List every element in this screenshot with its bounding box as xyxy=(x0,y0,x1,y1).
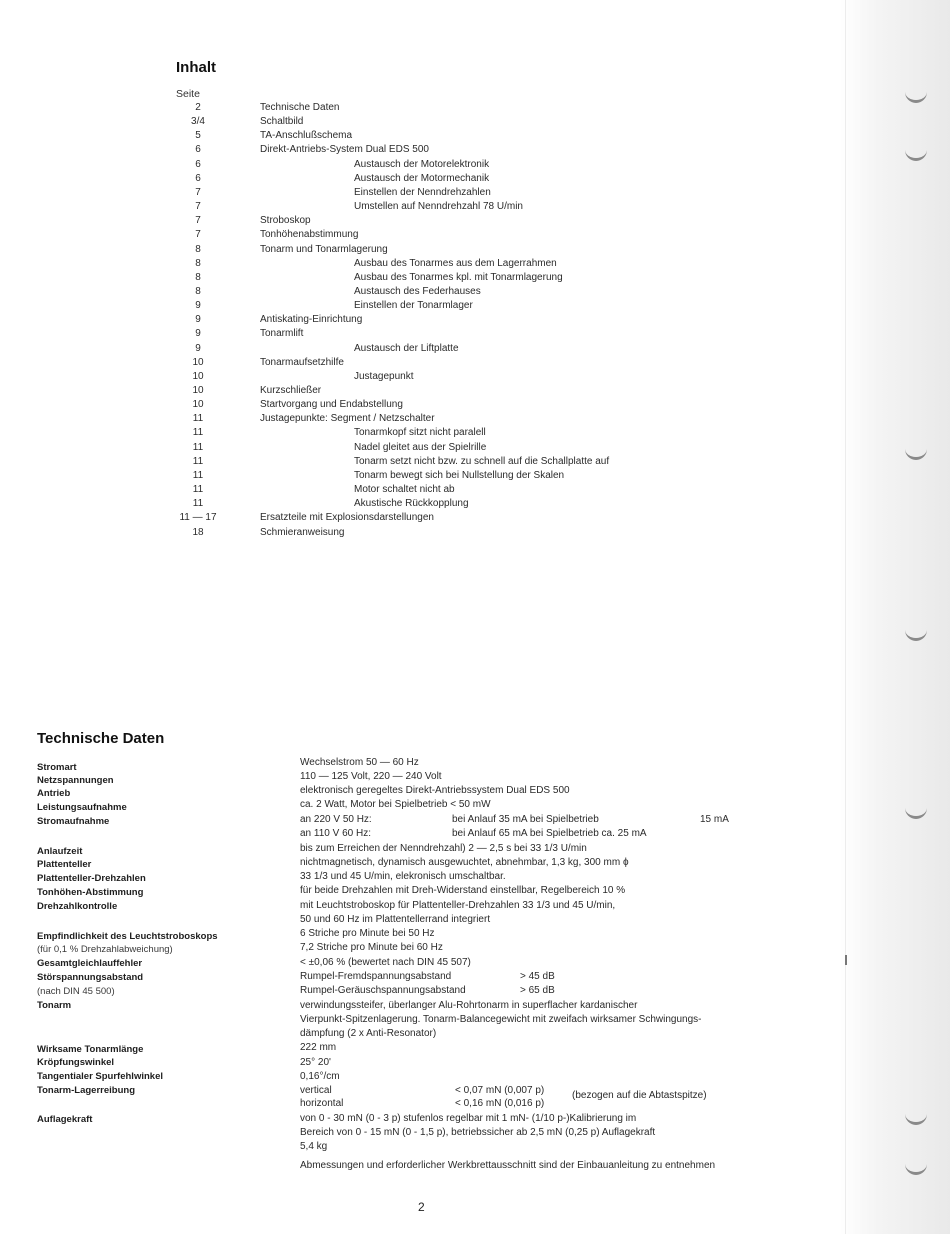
toc-page-number: 6 xyxy=(195,158,201,170)
toc-entry-title: Tonarm bewegt sich bei Nullstellung der Skalen xyxy=(354,469,565,481)
spec-label: Anlaufzeit xyxy=(37,846,83,857)
reibung-note: (bezogen auf die Abtastspitze) xyxy=(572,1090,707,1101)
toc-entry-title: Einstellen der Nenndrehzahlen xyxy=(354,186,491,198)
toc-page-number: 8 xyxy=(195,285,201,297)
toc-entry-title: Schmieranweisung xyxy=(260,526,345,538)
toc-entry-title: Schaltbild xyxy=(260,116,304,128)
strom-110v-label: an 110 V 60 Hz: xyxy=(300,828,371,839)
toc-page-number: 11 xyxy=(192,413,204,425)
spec-value-stoer-geraeusch xyxy=(300,984,555,997)
toc-page-number: 9 xyxy=(195,342,201,354)
toc-entry-title: Technische Daten xyxy=(260,102,340,113)
spec-value-abmessungen: Abmessungen und erforderlicher Werkbrettausschnitt sind der Einbauanleitung zu entnehmen xyxy=(300,1160,716,1171)
scan-artifact xyxy=(845,955,847,965)
toc-entry-title: Stroboskop xyxy=(260,215,311,227)
toc-entry-title: Tonarm und Tonarmlagerung xyxy=(260,243,388,255)
toc-entry-title: Ausbau des Tonarmes aus dem Lagerrahmen xyxy=(354,257,557,269)
toc-entry-title: TA-Anschlußschema xyxy=(260,130,353,142)
stoer-geraeusch-value: > 65 dB xyxy=(520,985,555,996)
spec-value-empf-60hz: 7,2 Striche pro Minute bei 60 Hz xyxy=(300,942,443,953)
spec-value-tonarm-1: verwindungssteifer, überlanger Alu-Rohrtonarm in superflacher kardanischer xyxy=(300,1000,638,1011)
reibung-horizontal-label: horizontal xyxy=(300,1098,344,1109)
spec-value-strom-220v xyxy=(300,813,729,826)
toc-page-number: 6 xyxy=(195,144,201,156)
spec-label: Drehzahlkontrolle xyxy=(37,901,118,912)
spec-value-antrieb: elektronisch geregeltes Direkt-Antriebssystem Dual EDS 500 xyxy=(300,785,570,796)
spec-value-tonhoehe: für beide Drehzahlen mit Dreh-Widerstand einstellbar, Regelbereich 10 % xyxy=(300,885,626,896)
spec-value-auflage-1: von 0 - 30 mN (0 - 3 p) stufenlos regelbar mit 1 mN- (1/10 p-)Kalibrierung im xyxy=(300,1113,637,1124)
toc-entry-title: Antiskating-Einrichtung xyxy=(260,314,363,326)
toc-entry-title: Umstellen auf Nenndrehzahl 78 U/min xyxy=(354,201,523,213)
toc-page-number: 8 xyxy=(195,257,201,269)
spec-label: Gesamtgleichlauffehler xyxy=(37,958,143,969)
reibung-vertical-value: < 0,07 mN (0,007 p) xyxy=(455,1085,545,1096)
toc-page-number: 9 xyxy=(195,300,201,312)
toc-entry-title: Einstellen der Tonarmlager xyxy=(354,300,473,312)
spec-label: Leistungsaufnahme xyxy=(37,802,127,813)
toc-page-number: 10 xyxy=(192,399,204,411)
toc-page-number: 7 xyxy=(195,215,201,227)
toc-entry-title: Akustische Rückkopplung xyxy=(354,498,469,510)
toc-entry-title: Tonarmlift xyxy=(260,328,304,340)
toc-entry-title: Austausch des Federhauses xyxy=(354,285,481,297)
toc-entry-title: Direkt-Antriebs-System Dual EDS 500 xyxy=(260,144,429,156)
spec-value-empf-50hz: 6 Striche pro Minute bei 50 Hz xyxy=(300,928,435,939)
spec-label: Stromaufnahme xyxy=(37,816,110,827)
spec-label: Tonarm xyxy=(37,1000,72,1011)
spec-value-stromart: Wechselstrom 50 — 60 Hz xyxy=(300,757,419,768)
toc-page-number: 11 xyxy=(192,498,204,510)
page-number: 2 xyxy=(418,1200,425,1214)
stoer-fremd-value: > 45 dB xyxy=(520,971,555,982)
toc-page-number: 7 xyxy=(195,201,201,213)
toc-page-number: 18 xyxy=(192,526,204,538)
stoer-fremd-label: Rumpel-Fremdspannungsabstand xyxy=(300,971,452,982)
spec-value-gleichlauf: < ±0,06 % (bewertet nach DIN 45 507) xyxy=(300,957,471,968)
toc-entry-title: Austausch der Motorelektronik xyxy=(354,158,490,170)
toc-page-number: 10 xyxy=(192,370,204,382)
toc-page-number: 9 xyxy=(195,328,201,340)
scan-margin-shadow xyxy=(840,0,950,1234)
toc-page-number: 10 xyxy=(192,356,204,368)
spec-label: (für 0,1 % Drehzahlabweichung) xyxy=(37,944,173,955)
spec-label: Tangentialer Spurfehlwinkel xyxy=(37,1071,163,1082)
spec-value-tonarm-3: dämpfung (2 x Anti-Resonator) xyxy=(300,1028,437,1039)
spec-value-teller: nichtmagnetisch, dynamisch ausgewuchtet, abnehmbar, 1,3 kg, 300 mm ϕ xyxy=(300,857,629,868)
toc-entry-title: Austausch der Liftplatte xyxy=(354,342,459,354)
technische-daten-heading: Technische Daten xyxy=(37,730,165,747)
spec-value-anlauf: bis zum Erreichen der Nenndrehzahl) 2 — 2,5 s bei 33 1/3 U/min xyxy=(300,843,587,854)
strom-220v-label: an 220 V 50 Hz: xyxy=(300,814,372,825)
spec-value-tonarm-2: Vierpunkt-Spitzenlagerung. Tonarm-Balancegewicht mit zweifach wirksamer Schwingungs- xyxy=(300,1014,702,1025)
strom-110v-values: bei Anlauf 65 mA bei Spielbetrieb ca. 25 mA xyxy=(452,828,647,839)
toc-entry-title: Ersatzteile mit Explosionsdarstellungen xyxy=(260,512,434,524)
seite-column-label: Seite xyxy=(176,88,200,100)
toc-entry-title: Kurzschließer xyxy=(260,385,322,396)
spec-value-auflage-2: Bereich von 0 - 15 mN (0 - 1,5 p), betriebssicher ab 2,5 mN (0,25 p) Auflagekraft xyxy=(300,1127,656,1138)
spec-label: Antrieb xyxy=(37,788,71,799)
strom-220v-spielbetrieb: 15 mA xyxy=(700,814,729,825)
toc-page-number: 3/4 xyxy=(191,116,205,128)
spec-value-gewicht: 5,4 kg xyxy=(300,1141,328,1152)
spec-label: Empfindlichkeit des Leuchtstroboskops xyxy=(37,931,218,942)
spec-value-laenge: 222 mm xyxy=(300,1042,337,1053)
scan-edge-line xyxy=(845,0,846,1234)
reibung-horizontal-value: < 0,16 mN (0,016 p) xyxy=(455,1098,545,1109)
strom-220v-values: bei Anlauf 35 mA bei Spielbetrieb xyxy=(452,814,599,825)
toc-page-number: 9 xyxy=(195,314,201,326)
toc-entry-title: Ausbau des Tonarmes kpl. mit Tonarmlagerung xyxy=(354,271,563,283)
toc-page-number: 11 xyxy=(192,469,204,481)
toc-page-number: 6 xyxy=(195,172,201,184)
spec-label: Störspannungsabstand xyxy=(37,972,144,983)
spec-value-netzspannungen: 110 — 125 Volt, 220 — 240 Volt xyxy=(300,771,442,782)
toc-entry-title: Tonarmaufsetzhilfe xyxy=(260,356,344,368)
spec-value-spurfehl: 0,16°/cm xyxy=(300,1071,340,1082)
spec-value-leistung: ca. 2 Watt, Motor bei Spielbetrieb < 50 mW xyxy=(300,799,491,810)
toc-page-number: 8 xyxy=(195,271,201,283)
spec-label: Tonarm-Lagerreibung xyxy=(37,1085,135,1096)
spec-value-strom-110v xyxy=(300,827,647,840)
toc-page-number: 11 — 17 xyxy=(179,512,217,524)
spec-value-reibung xyxy=(300,1084,820,1112)
spec-label: Tonhöhen-Abstimmung xyxy=(37,887,144,898)
toc-entry-title: Justagepunkt xyxy=(354,370,414,382)
toc-entry-title: Motor schaltet nicht ab xyxy=(354,484,455,496)
spec-label: Auflagekraft xyxy=(37,1114,93,1125)
toc-page-number: 7 xyxy=(195,229,201,241)
spec-label: Stromart xyxy=(37,762,77,773)
toc-page-number: 11 xyxy=(192,484,204,496)
spec-label: Netzspannungen xyxy=(37,775,114,786)
toc-page-number: 10 xyxy=(192,385,204,396)
spec-value-drehzahlen: 33 1/3 und 45 U/min, elekronisch umschaltbar. xyxy=(300,871,506,882)
toc-page-number: 5 xyxy=(195,130,201,142)
spec-value-kontrolle-1: mit Leuchtstroboskop für Plattenteller-Drehzahlen 33 1/3 und 45 U/min, xyxy=(300,900,616,911)
toc-page-number: 11 xyxy=(192,441,204,453)
toc-entry-title: Tonhöhenabstimmung xyxy=(260,229,359,241)
toc-page-number: 2 xyxy=(195,102,201,113)
spec-value-stoer-fremd xyxy=(300,970,555,983)
toc-page-number: 11 xyxy=(192,455,204,467)
toc-entry-title: Nadel gleitet aus der Spielrille xyxy=(354,441,487,453)
toc-page-number: 11 xyxy=(192,427,204,439)
inhalt-heading: Inhalt xyxy=(176,59,216,76)
toc-entry-title: Justagepunkte: Segment / Netzschalter xyxy=(260,413,435,425)
toc-entry-title: Tonarmkopf sitzt nicht paralell xyxy=(354,427,486,439)
toc-page-number: 8 xyxy=(195,243,201,255)
spec-label: Wirksame Tonarmlänge xyxy=(37,1044,144,1055)
spec-label: Plattenteller-Drehzahlen xyxy=(37,873,146,884)
toc-page-number: 7 xyxy=(195,186,201,198)
reibung-vertical-label: vertical xyxy=(300,1085,332,1096)
spec-value-kroepfung: 25° 20' xyxy=(300,1057,331,1068)
toc-entry-title: Startvorgang und Endabstellung xyxy=(260,399,403,411)
stoer-geraeusch-label: Rumpel-Geräuschspannungsabstand xyxy=(300,985,466,996)
spec-label: Kröpfungswinkel xyxy=(37,1057,115,1068)
toc-entry-title: Austausch der Motormechanik xyxy=(354,172,490,184)
spec-label: Plattenteller xyxy=(37,859,92,870)
toc-entry-title: Tonarm setzt nicht bzw. zu schnell auf die Schallplatte auf xyxy=(354,455,610,467)
spec-label: (nach DIN 45 500) xyxy=(37,986,115,997)
spec-value-kontrolle-2: 50 und 60 Hz im Plattentellerrand integriert xyxy=(300,914,491,925)
